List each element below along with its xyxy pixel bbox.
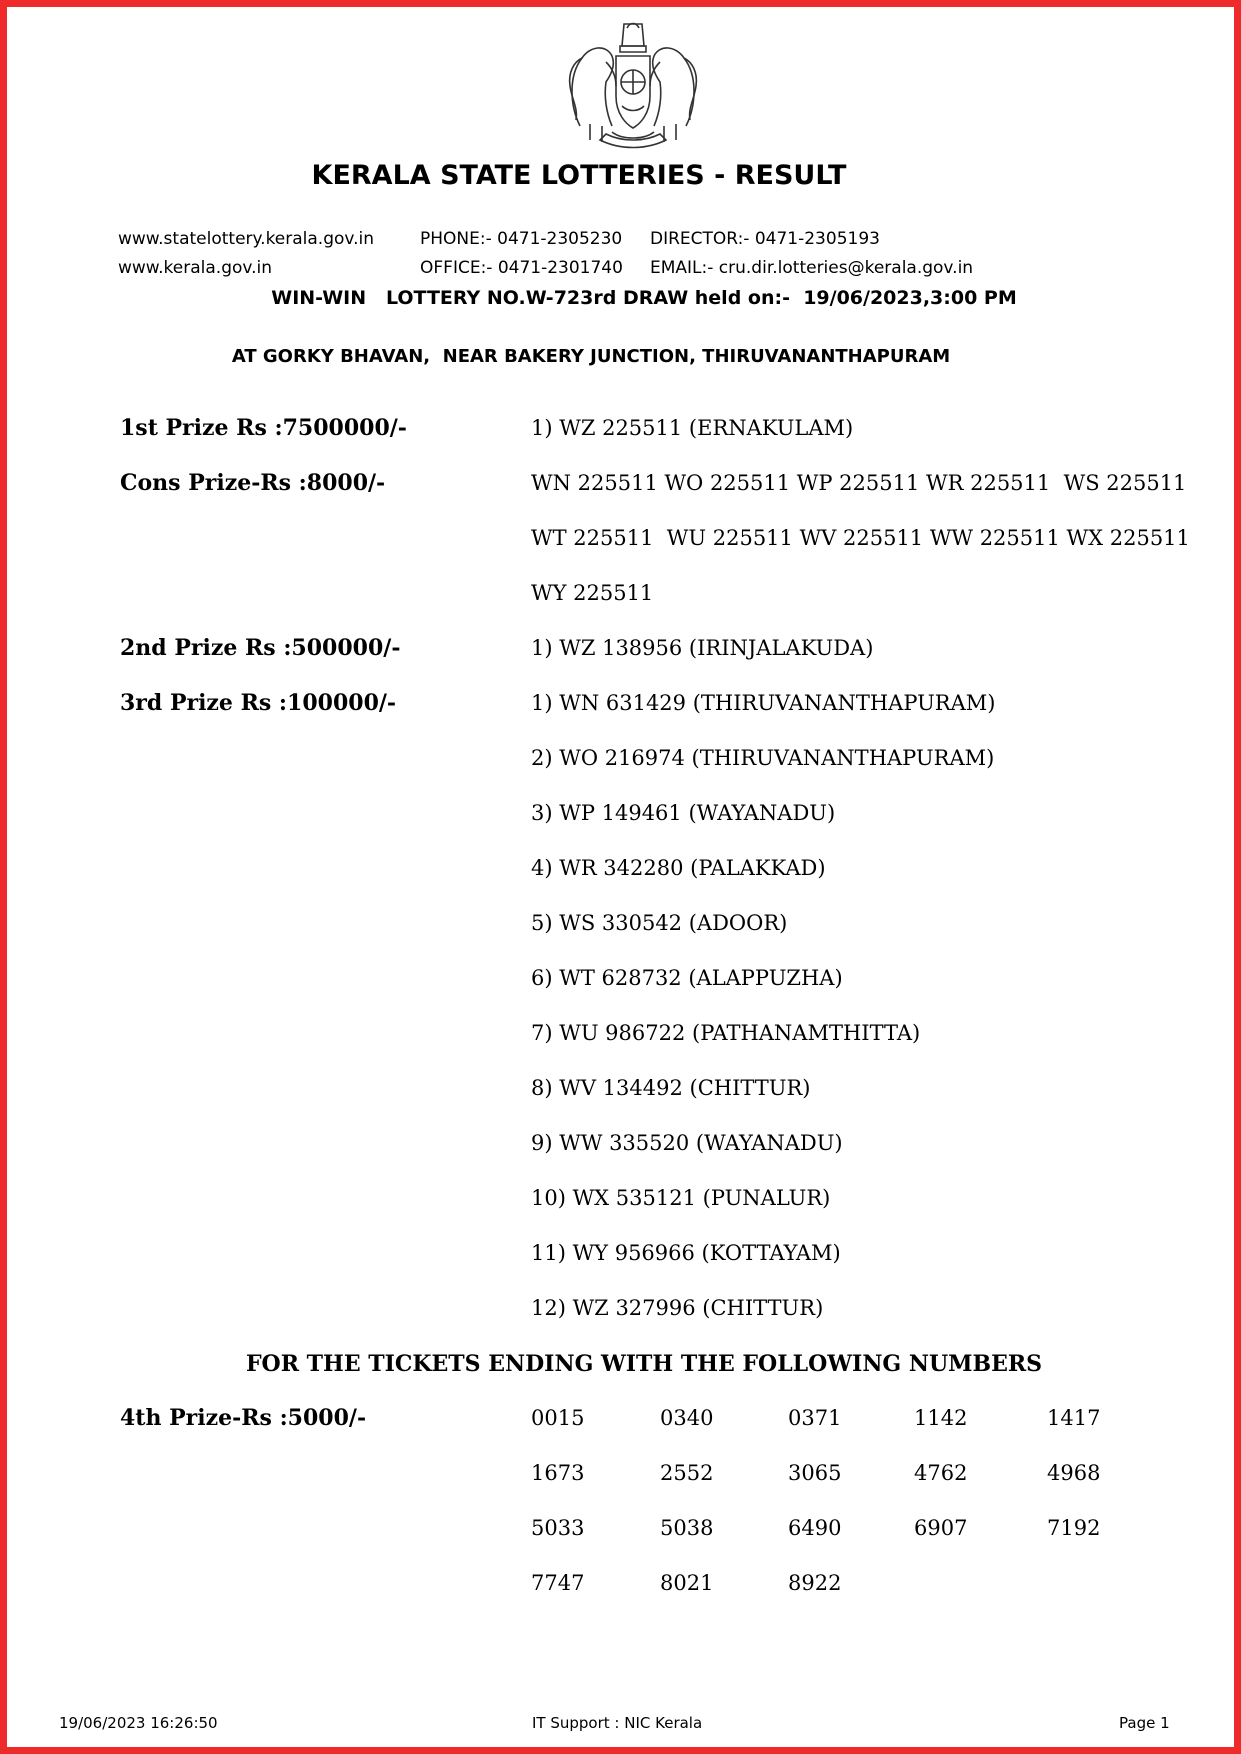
fourth-prize-number: 5033 (531, 1516, 585, 1540)
first-prize-winner: 1) WZ 225511 (ERNAKULAM) (531, 416, 854, 440)
draw-venue: AT GORKY BHAVAN, NEAR BAKERY JUNCTION, THIRUVANANTHAPURAM (231, 346, 951, 367)
third-prize-winner: 8) WV 134492 (CHITTUR) (531, 1076, 811, 1100)
fourth-prize-number: 0340 (660, 1406, 714, 1430)
fourth-prize-number: 8021 (660, 1571, 714, 1595)
fourth-prize-number: 7192 (1047, 1516, 1101, 1540)
second-prize-label: 2nd Prize Rs :500000/- (120, 635, 401, 661)
third-prize-label: 3rd Prize Rs :100000/- (120, 690, 397, 716)
ending-numbers-heading: FOR THE TICKETS ENDING WITH THE FOLLOWING NUMBERS (245, 1351, 1043, 1377)
fourth-prize-number: 4762 (914, 1461, 968, 1485)
third-prize-winner: 7) WU 986722 (PATHANAMTHITTA) (531, 1021, 921, 1045)
fourth-prize-number: 1673 (531, 1461, 585, 1485)
page-title: KERALA STATE LOTTERIES - RESULT (311, 160, 847, 191)
second-prize-winner: 1) WZ 138956 (IRINJALAKUDA) (531, 636, 874, 660)
fourth-prize-number: 0371 (788, 1406, 842, 1430)
fourth-prize-number: 5038 (660, 1516, 714, 1540)
cons-prize-row: WY 225511 (531, 581, 654, 605)
third-prize-winner: 12) WZ 327996 (CHITTUR) (531, 1296, 824, 1320)
footer-timestamp: 19/06/2023 16:26:50 (59, 1714, 218, 1732)
fourth-prize-number: 4968 (1047, 1461, 1101, 1485)
first-prize-label: 1st Prize Rs :7500000/- (120, 415, 407, 441)
third-prize-winner: 2) WO 216974 (THIRUVANANTHAPURAM) (531, 746, 995, 770)
fourth-prize-number: 1417 (1047, 1406, 1101, 1430)
third-prize-winner: 1) WN 631429 (THIRUVANANTHAPURAM) (531, 691, 996, 715)
office-number: OFFICE:- 0471-2301740 (420, 258, 623, 278)
third-prize-winner: 5) WS 330542 (ADOOR) (531, 911, 788, 935)
third-prize-winner: 6) WT 628732 (ALAPPUZHA) (531, 966, 843, 990)
footer-support: IT Support : NIC Kerala (532, 1714, 703, 1732)
cons-prize-row: WN 225511 WO 225511 WP 225511 WR 225511 WS 225511 (531, 471, 1187, 495)
third-prize-winner: 4) WR 342280 (PALAKKAD) (531, 856, 826, 880)
fourth-prize-number: 3065 (788, 1461, 842, 1485)
phone-number: PHONE:- 0471-2305230 (420, 229, 623, 249)
third-prize-winner: 11) WY 956966 (KOTTAYAM) (531, 1241, 841, 1265)
cons-prize-label: Cons Prize-Rs :8000/- (120, 470, 386, 496)
fourth-prize-number: 2552 (660, 1461, 714, 1485)
third-prize-winner: 9) WW 335520 (WAYANADU) (531, 1131, 843, 1155)
fourth-prize-label: 4th Prize-Rs :5000/- (120, 1405, 367, 1431)
fourth-prize-number: 8922 (788, 1571, 842, 1595)
fourth-prize-number: 0015 (531, 1406, 585, 1430)
third-prize-winner: 10) WX 535121 (PUNALUR) (531, 1186, 831, 1210)
cons-prize-row: WT 225511 WU 225511 WV 225511 WW 225511 WX 225511 (531, 526, 1190, 550)
kerala-state-emblem-icon (560, 16, 706, 152)
email-address[interactable]: EMAIL:- cru.dir.lotteries@kerala.gov.in (650, 258, 974, 278)
page-number: Page 1 (1119, 1714, 1170, 1732)
fourth-prize-number: 6490 (788, 1516, 842, 1540)
draw-details: WIN-WIN LOTTERY NO.W-723rd DRAW held on:- 19/06/2023,3:00 PM (271, 287, 1017, 309)
third-prize-winner: 3) WP 149461 (WAYANADU) (531, 801, 836, 825)
director-number: DIRECTOR:- 0471-2305193 (650, 229, 880, 249)
website-link-kerala[interactable]: www.kerala.gov.in (118, 258, 273, 278)
website-link-statelottery[interactable]: www.statelottery.kerala.gov.in (118, 229, 375, 249)
fourth-prize-number: 6907 (914, 1516, 968, 1540)
fourth-prize-number: 1142 (914, 1406, 968, 1430)
fourth-prize-number: 7747 (531, 1571, 585, 1595)
